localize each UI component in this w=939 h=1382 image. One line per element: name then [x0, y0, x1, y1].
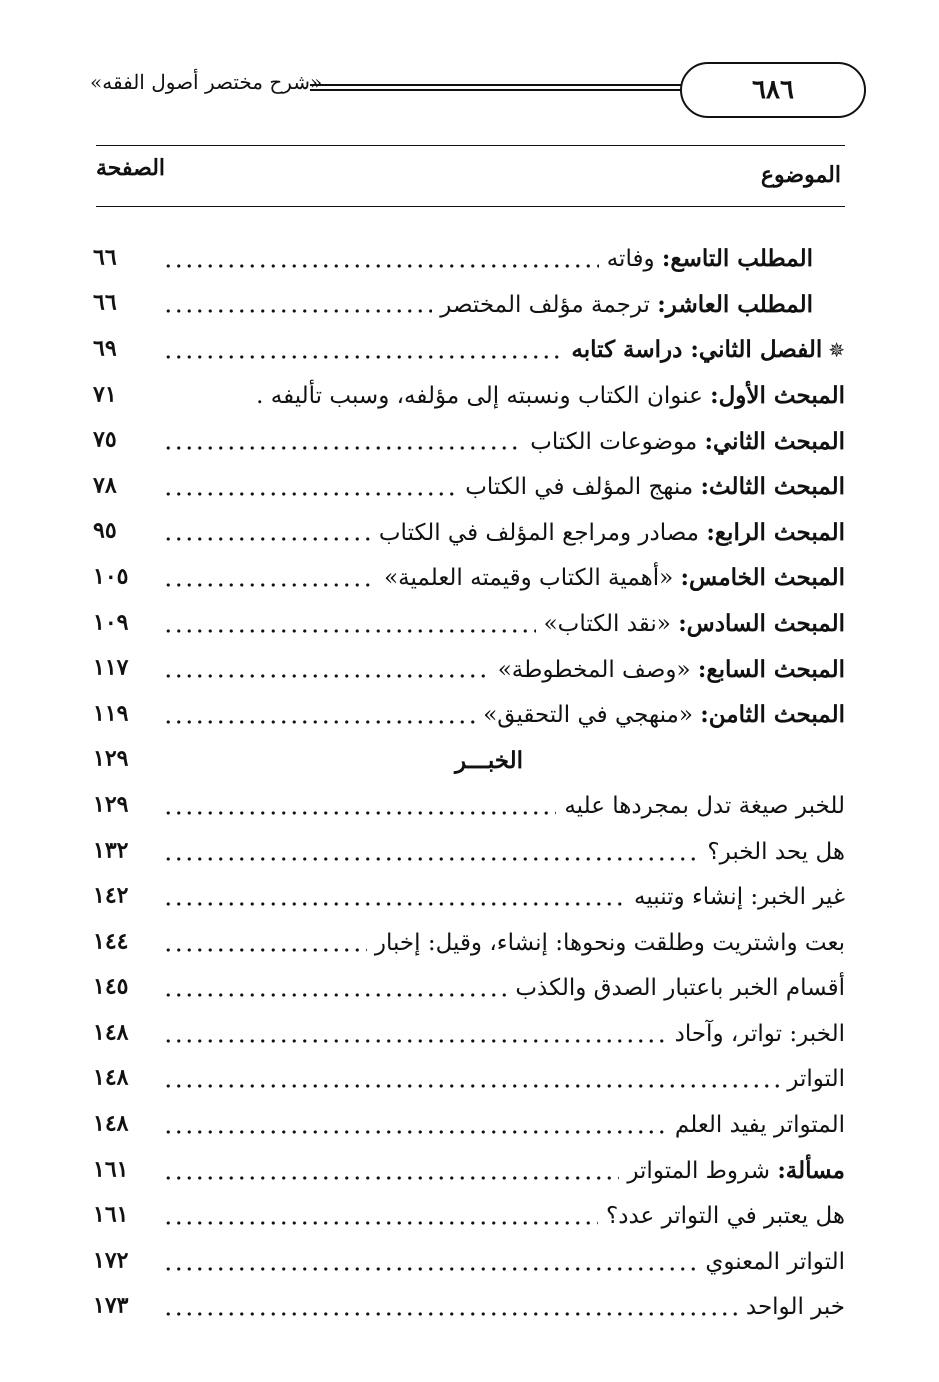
leader-dots	[163, 1127, 667, 1137]
entry-page-number: ٩٥	[93, 518, 117, 545]
entry-page-number: ١٤٥	[93, 973, 129, 1000]
page-column-heading: الصفحة	[96, 155, 166, 181]
entry-text: عنوان الكتاب ونسبته إلى مؤلفه، وسبب تأليفه .	[256, 383, 711, 410]
entry-label: المبحث الثالث:	[700, 473, 845, 501]
leader-dots	[163, 1173, 619, 1183]
running-header	[90, 62, 845, 124]
toc-entry	[93, 464, 845, 510]
toc-entry	[93, 327, 845, 373]
entry-label: المبحث الثاني:	[704, 427, 845, 455]
toc-entry	[93, 236, 845, 282]
entry-label: المبحث الثامن:	[700, 701, 845, 729]
toc-section-heading-row	[93, 738, 845, 784]
entry-page-number: ١٦١	[93, 1156, 129, 1183]
entry-text: مصادر ومراجع المؤلف في الكتاب	[378, 519, 707, 546]
entry-text: «أهمية الكتاب وقيمته العلمية»	[384, 565, 681, 592]
entry-text: «نقد الكتاب»	[543, 611, 679, 638]
entry-title	[432, 291, 813, 318]
toc-entry	[93, 646, 845, 692]
entry-text: شروط المتواتر	[627, 1158, 778, 1185]
toc-entry	[93, 1285, 845, 1331]
leader-dots	[163, 1309, 738, 1319]
entry-title: التواتر المعنوي	[705, 1248, 845, 1275]
toc-entry	[93, 1148, 845, 1194]
entry-title	[536, 610, 845, 637]
entry-title	[248, 382, 845, 409]
leader-dots	[163, 717, 475, 727]
entry-label: المبحث الأول:	[710, 382, 845, 410]
entry-page-number: ٧٥	[93, 426, 117, 453]
leader-dots	[163, 534, 371, 544]
entry-page-number: ١٣٢	[93, 837, 129, 864]
entry-title: الخبر: تواتر، وآحاد	[674, 1020, 845, 1047]
entry-title	[619, 1157, 845, 1184]
entry-label: المطلب العاشر:	[657, 290, 813, 318]
entry-page-number: ١٠٩	[93, 609, 129, 636]
leader-dots	[163, 1036, 667, 1046]
entry-title: غير الخبر: إنشاء وتنبيه	[633, 884, 845, 911]
entry-text: «منهجي في التحقيق»	[483, 702, 701, 729]
entry-page-number: ٧٨	[93, 472, 117, 499]
entry-label: المطلب التاسع:	[661, 245, 813, 273]
toc-entry	[93, 783, 845, 829]
entry-title	[563, 336, 845, 363]
leader-dots	[163, 352, 563, 362]
entry-title: خبر الواحد	[745, 1294, 845, 1321]
toc-entry	[93, 966, 845, 1012]
entry-page-number: ١٧٣	[93, 1293, 129, 1320]
entry-title: هل يعتبر في التواتر عدد؟	[606, 1203, 845, 1230]
entry-page-number: ٦٩	[93, 335, 117, 362]
entry-label: المبحث الرابع:	[706, 518, 845, 546]
page-number-badge	[680, 62, 866, 118]
page-number: ٦٨٦	[752, 75, 794, 105]
toc-entry	[93, 418, 845, 464]
entry-title: بعت واشتريت وطلقت ونحوها: إنشاء، وقيل: إخبار	[374, 929, 845, 956]
toc-entry	[93, 1239, 845, 1285]
toc-entry	[93, 282, 845, 328]
entry-title	[475, 701, 845, 728]
entry-text: موضوعات الكتاب	[530, 428, 705, 455]
entry-text: منهج المؤلف في الكتاب	[465, 474, 701, 501]
toc-entry	[93, 601, 845, 647]
leader-dots	[163, 1218, 598, 1228]
entry-page-number: ١٠٥	[93, 563, 129, 590]
entry-page-number: ١٤٤	[93, 928, 129, 955]
entry-title	[490, 656, 845, 683]
leader-dots	[163, 990, 507, 1000]
entry-page-number: ١٦١	[93, 1201, 129, 1228]
entry-title	[522, 428, 845, 455]
leader-dots	[163, 899, 626, 909]
toc-entry	[93, 1057, 845, 1103]
leader-dots	[163, 1081, 779, 1091]
leader-dots	[163, 306, 432, 316]
entry-title	[376, 564, 845, 591]
toc-entry	[93, 1011, 845, 1057]
entry-title: هل يحد الخبر؟	[707, 838, 845, 865]
entry-label: المبحث الخامس:	[680, 564, 845, 592]
entry-title: المتواتر يفيد العلم	[674, 1112, 845, 1139]
book-title: «شرح مختصر أصول الفقه»	[90, 70, 323, 94]
leader-dots	[163, 1264, 697, 1274]
entry-page-number: ٧١	[93, 381, 117, 408]
toc-entry	[93, 510, 845, 556]
toc-entry	[93, 920, 845, 966]
entry-page-number: ٦٦	[93, 244, 117, 271]
entry-title	[599, 245, 813, 272]
entry-title	[457, 473, 845, 500]
entry-label: المبحث السابع:	[697, 655, 845, 683]
entry-label: الفصل الثاني: دراسة كتابه	[571, 336, 823, 364]
entry-page-number: ١٤٨	[93, 1110, 129, 1137]
leader-dots	[163, 945, 367, 955]
star-bullet-icon: ✵	[828, 338, 845, 363]
entry-page-number: ١١٧	[93, 654, 129, 681]
leader-dots	[163, 580, 376, 590]
entry-text: «وصف المخطوطة»	[497, 656, 698, 683]
toc-entry	[93, 1102, 845, 1148]
leader-dots	[163, 854, 699, 864]
leader-dots	[163, 626, 536, 636]
toc-entry	[93, 829, 845, 875]
entry-page-number: ١٤٨	[93, 1065, 129, 1092]
entry-page-number: ١٤٢	[93, 882, 129, 909]
entry-page-number: ١٧٢	[93, 1247, 129, 1274]
topic-column-heading: الموضوع	[760, 162, 841, 188]
entry-title: التواتر	[787, 1066, 845, 1093]
entry-text: وفاته	[606, 246, 662, 273]
entry-title: للخبر صيغة تدل بمجردها عليه	[564, 792, 845, 819]
toc-entry	[93, 373, 845, 419]
entry-label: مسألة:	[777, 1157, 845, 1185]
entry-page-number: ١٢٩	[93, 791, 129, 818]
entry-page-number: ١١٩	[93, 700, 129, 727]
leader-dots	[163, 808, 556, 818]
entry-title: أقسام الخبر باعتبار الصدق والكذب	[515, 975, 845, 1002]
leader-dots	[163, 671, 490, 681]
section-heading: الخبـــر	[454, 746, 524, 774]
leader-dots	[163, 261, 599, 271]
entry-title	[371, 519, 845, 546]
toc-column-headers	[96, 150, 845, 205]
columns-divider	[96, 206, 845, 207]
entry-page-number: ٦٦	[93, 290, 117, 317]
entry-page-number: ١٢٩	[93, 746, 129, 773]
entry-label: المبحث السادس:	[678, 610, 845, 638]
leader-dots	[163, 489, 457, 499]
entry-page-number: ١٤٨	[93, 1019, 129, 1046]
toc-entry	[93, 874, 845, 920]
toc-entry	[93, 1193, 845, 1239]
toc-entry	[93, 555, 845, 601]
leader-dots	[163, 443, 522, 453]
toc-entry	[93, 692, 845, 738]
header-divider	[96, 145, 845, 146]
entry-text: ترجمة مؤلف المختصر	[440, 291, 658, 318]
table-of-contents	[93, 236, 845, 1330]
